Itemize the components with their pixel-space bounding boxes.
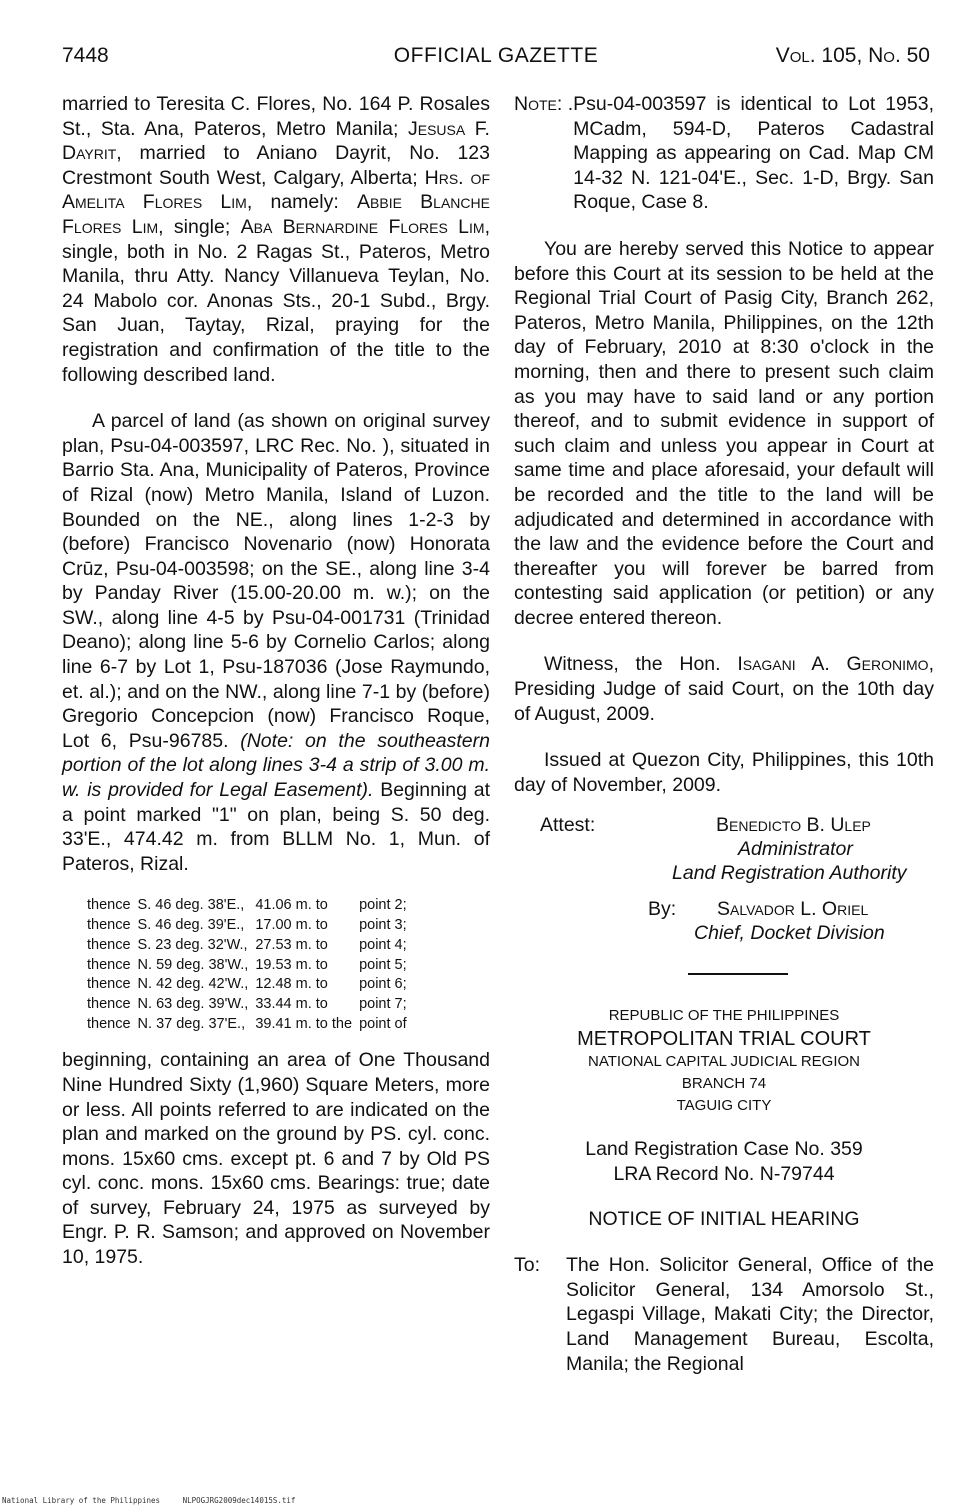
applicant-name: Aba Bernardine Flores Lim [240, 215, 485, 238]
bearing-point: point 6; [359, 976, 407, 993]
court-name: METROPOLITAN TRIAL COURT [577, 1028, 871, 1051]
land-description-paragraph: A parcel of land (as shown on original survey plan, Psu-04-003597, LRC Rec. No. ), situated in Barrio Sta. Ana, Municipality of Pateros, Province of Rizal (now) Metro Manila, Island of Luzon. Bounded on the NE., along lines 1-2-3 by (before) Francisco Novenario (now) Honorata Crūz, Psu-04-003598; on the SE., along line 3-4 by Panday River (15.00-20.00 m. w.); on the SW., along line 4-5 by Psu-04-001731 (Trinidad Deano); along line 5-6 by Cornelio Carlos; along line 6-7 by Lot 1, Psu-187036 (Jose Raymundo, et. al.); and on the NW., along line 7-1 by (before) Gregorio Concepcion (now) Francisco Roque, Lot 6, Psu-96785. (Note: on the southeastern portion of the lot along lines 3-4 a strip of 3.00 m. w. is provided for Legal Easement). Beginning at a point marked "1" on plan, being S. 50 deg. 33'E., 474.42 m. from BLLM No. 1, Mun. of Pateros, Rizal. [62, 410, 490, 875]
bearing-direction: N. 63 deg. 39'W., [137, 995, 249, 1012]
easement-note: (Note: on the southeastern portion of the lot along lines 3-4 a strip of 3.00 m. w. is provided for Legal Easement). [62, 729, 490, 802]
bearing-direction: S. 23 deg. 32'W., [137, 936, 248, 953]
bearing-point: point 4; [359, 936, 407, 953]
notice-paragraph: You are hereby served this Notice to appear before this Court at its session to be held at the Regional Trial Court of Pasig City, Branch 262, Pateros, Metro Manila, Philippines, on the 12th day of February, 2010 at 8:30 o'clock in the morning, then and there to present such claim as you may have to said land or any portion thereof, and to submit evidence in support of such claim and unless you appear in Court at same time and place aforesaid, your default will be recorded and the title to the land will be adjudicated and determined in accordance with the law and the evidence before the Court and thereafter you will forever be barred from contesting said application (or petition) or any decree entered thereon. [514, 237, 934, 629]
to-label: To: [514, 1254, 541, 1277]
authority-name: Land Registration Authority [672, 862, 907, 885]
bearings-table [87, 896, 414, 1034]
attestation-block [514, 813, 934, 951]
applicant-name: Jesusa F. Dayrit [62, 117, 490, 165]
note-label: Note: . [514, 93, 574, 115]
administrator-name: Benedicto B. Ulep [716, 814, 871, 837]
bearing-point: point of [359, 1015, 407, 1032]
right-column [514, 92, 934, 1376]
bearing-direction: S. 46 deg. 38'E., [137, 897, 245, 914]
bearing-row [87, 956, 414, 976]
survey-note [514, 92, 934, 215]
scan-footer [2, 1496, 313, 1505]
by-label: By: [648, 898, 677, 921]
lra-record-number: LRA Record No. N-79744 [613, 1163, 835, 1186]
note-text: Psu-04-003597 is identical to Lot 1953, MCadm, 594-D, Pateros Cadastral Mapping as appearing on Cad. Map CM 14-32 N. 121-04'E., Sec. 1-D, Brgy. San Roque, Case 8. [573, 93, 934, 214]
applicant-name: Abbie Blanche Flores Lim [62, 191, 490, 238]
publication-title: OFFICIAL GAZETTE [393, 44, 599, 67]
administrator-title: Administrator [738, 838, 853, 861]
bearing-row [87, 995, 414, 1015]
bearing-direction: N. 59 deg. 38'W., [137, 956, 249, 973]
bearing-distance: 17.00 m. to [255, 917, 328, 934]
docket-chief-title: Chief, Docket Division [694, 922, 885, 945]
applicant-name: Hrs. of Amelita Flores Lim [62, 166, 491, 214]
bearing-point: point 5; [359, 956, 407, 973]
bearing-distance: 33.44 m. to [255, 995, 328, 1012]
area-paragraph: beginning, containing an area of One Thousand Nine Hundred Sixty (1,960) Square Meters, more or less. All points referred to are indicated on the plan and marked on the ground by PS. cyl. conc. mons. 15x60 cms. except pt. 6 and 7 by Old PS cyl. conc. mons. 15x60 cms. Bearings: true; date of survey, February 24, 1975 as surveyed by Engr. P. R. Samson; and approved on November 10, 1975. [62, 1049, 490, 1269]
applicants-paragraph: married to Teresita C. Flores, No. 164 P. Rosales St., Sta. Ana, Pateros, Metro Manila; Jesusa F. Dayrit, married to Aniano Dayrit, No. 123 Crestmont South West, Calgary, Alberta; Hrs. of Amelita Flores Lim, namely: Abbie Blanche Flores Lim, single; Aba Bernardine Flores Lim, single, both in No. 2 Ragas St., Pateros, Metro Manila, thru Atty. Nancy Villanueva Teylan, No. 24 Mabolo cor. Anonas Sts., 20-1 Subd., Brgy. San Juan, Taytay, Rizal, praying for the registration and confirmation of the title to the following described land. [62, 93, 491, 386]
page-header [62, 44, 930, 74]
bearing-row [87, 975, 414, 995]
bearing-point: point 2; [359, 897, 407, 914]
region-line: NATIONAL CAPITAL JUDICIAL REGION [588, 1053, 860, 1071]
republic-line: REPUBLIC OF THE PHILIPPINES [608, 1007, 840, 1025]
addressees-text: The Hon. Solicitor General, Office of the Solicitor General, 134 Amorsolo St., Legaspi Village, Makati City; the Director, Land Management Bureau, Escolta, Manila; the Regional [566, 1254, 934, 1375]
bearing-direction: N. 37 deg. 37'E., [137, 1015, 246, 1032]
bearing-point: point 3; [359, 917, 407, 934]
bearing-distance: 27.53 m. to [255, 936, 328, 953]
bearing-thence: thence [87, 995, 131, 1012]
bearing-point: point 7; [359, 995, 407, 1012]
bearing-thence: thence [87, 897, 131, 914]
notice-title: NOTICE OF INITIAL HEARING [588, 1207, 860, 1230]
bearing-thence: thence [87, 976, 131, 993]
bearing-distance: 39.41 m. to the [255, 1015, 353, 1032]
bearing-row [87, 936, 414, 956]
bearing-distance: 41.06 m. to [255, 897, 328, 914]
bearing-thence: thence [87, 917, 131, 934]
court-heading [514, 1005, 934, 1117]
scan-filename: NLPOGJRG2009dec14015S.tif [182, 1496, 296, 1505]
bearing-thence: thence [87, 956, 131, 973]
bearing-row [87, 916, 414, 936]
bearing-distance: 19.53 m. to [255, 956, 328, 973]
case-number: Land Registration Case No. 359 [585, 1138, 863, 1161]
judge-name: Isagani A. Geronimo [737, 653, 929, 676]
bearing-thence: thence [87, 936, 131, 953]
bearing-row [87, 896, 414, 916]
attest-label: Attest: [540, 814, 596, 837]
issued-paragraph: Issued at Quezon City, Philippines, this 10th day of November, 2009. [514, 749, 934, 796]
bearing-thence: thence [87, 1015, 131, 1032]
bearing-distance: 12.48 m. to [255, 976, 328, 993]
branch-line: BRANCH 74 [681, 1075, 767, 1093]
docket-chief-name: Salvador L. Oriel [717, 898, 869, 921]
section-divider [688, 973, 788, 975]
volume-number: Vol. 105, No. 50 [775, 44, 930, 67]
library-credit: National Library of the Philippines [2, 1496, 161, 1505]
bearing-direction: N. 42 deg. 42'W., [137, 976, 249, 993]
witness-paragraph: Witness, the Hon. Isagani A. Geronimo, Presiding Judge of said Court, on the 10th day of August, 2009. [514, 653, 934, 725]
addressees-block [514, 1253, 934, 1376]
bearing-direction: S. 46 deg. 39'E., [137, 917, 245, 934]
case-block [514, 1137, 934, 1186]
left-column [62, 92, 490, 1270]
page-number: 7448 [62, 44, 109, 67]
city-line: TAGUIG CITY [676, 1097, 772, 1115]
bearing-row [87, 1015, 414, 1035]
